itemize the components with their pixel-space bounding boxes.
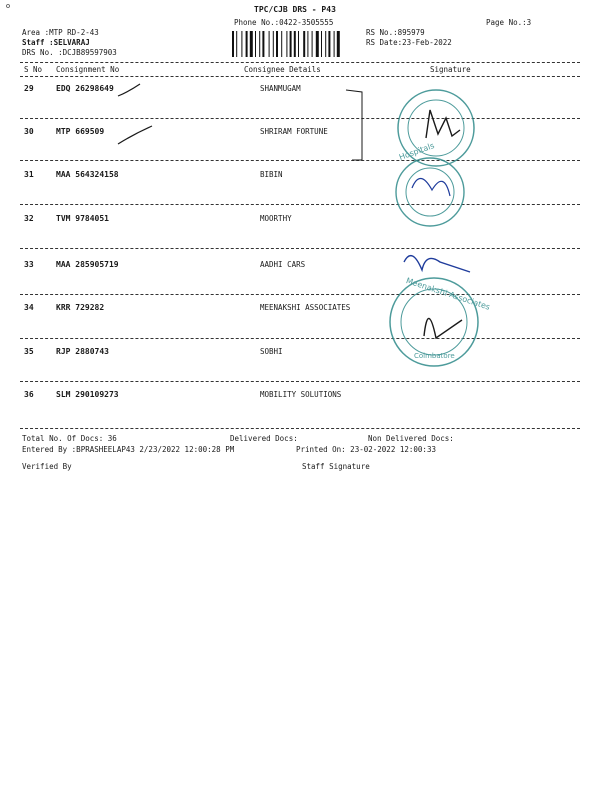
consignee-name: SHANMUGAM	[260, 84, 301, 93]
consignee-name: MEENAKSHI ASSOCIATES	[260, 303, 351, 312]
col-sno: S No	[24, 65, 43, 74]
col-signature: Signature	[430, 65, 471, 74]
consignment-number: RJP 2880743	[56, 347, 109, 356]
consignee-name: MOORTHY	[260, 214, 292, 223]
delivered-docs: Delivered Docs:	[230, 434, 298, 443]
consignee-name: SHRIRAM FORTUNE	[260, 127, 328, 136]
page-number: Page No.:3	[486, 18, 532, 27]
hospital-stamp	[396, 90, 474, 226]
meenakshi-stamp	[390, 276, 491, 366]
consignment-number: KRR 729282	[56, 303, 105, 312]
drs-number: DRS No. :DCJB89597903	[22, 48, 117, 57]
consignment-number: TVM 9784051	[56, 214, 109, 223]
non-delivered-docs: Non Delivered Docs:	[368, 434, 454, 443]
handwritten-text: Hospitals	[486, 193, 543, 217]
handwritten-text: Thr 98948 56977	[399, 225, 522, 248]
staff-signature-label: Staff Signature	[302, 462, 370, 471]
consignee-name: BIBIN	[260, 170, 283, 179]
report-title: TPC/CJB DRS - P43	[254, 5, 336, 14]
handwritten-text: For	[351, 330, 377, 350]
stamp-city-text: Coimbatore	[414, 352, 455, 360]
handwritten-text: 8122393720	[423, 414, 507, 432]
tick-mark	[118, 84, 140, 96]
consignment-number: MAA 285905719	[56, 260, 119, 269]
consignee-name: SOBHI	[260, 347, 283, 356]
row-number: 33	[24, 260, 34, 269]
rs-number: RS No.:895979	[366, 28, 425, 37]
stamp-ring-text: Meenakshi Associates	[404, 276, 492, 312]
row-number: 32	[24, 214, 34, 223]
handwritten-text: 8220945265	[477, 275, 568, 298]
area-field: Area :MTP RD-2-43	[22, 28, 99, 37]
consignment-number: MAA 564324158	[56, 170, 119, 179]
row-number: 30	[24, 127, 34, 136]
staff-field: Staff :SELVARAJ	[22, 38, 90, 47]
total-docs: Total No. Of Docs: 36	[22, 434, 117, 443]
entered-by: Entered By :BPRASHEELAP43 2/23/2022 12:00:28 PM	[22, 445, 235, 454]
rs-date: RS Date:23-Feb-2022	[366, 38, 452, 47]
col-consignee: Consignee Details	[244, 65, 321, 74]
consignee-name: MOBILITY SOLUTIONS	[260, 390, 342, 399]
stamp-ring-text: Hospitals	[397, 141, 436, 163]
printed-on: Printed On: 23-02-2022 12:00:33	[296, 445, 436, 454]
row-number: 36	[24, 390, 34, 399]
consignee-name: AADHI CARS	[260, 260, 306, 269]
handwritten-text: Rajesh	[346, 202, 392, 222]
consignment-number: SLM 290109273	[56, 390, 119, 399]
row-number: 35	[24, 347, 34, 356]
consignment-number: MTP 669509	[56, 127, 105, 136]
tick-mark	[118, 126, 152, 144]
handwritten-text: 8122 63 79963469	[355, 361, 490, 382]
col-consignment: Consignment No	[56, 65, 120, 74]
verified-by: Verified By	[22, 462, 72, 471]
signature-scribble	[424, 318, 462, 338]
consignment-number: EDQ 26298649	[56, 84, 114, 93]
handwritten-text: Surest	[476, 175, 520, 196]
corner-mark	[7, 5, 10, 8]
signature-scribble	[404, 256, 470, 272]
row-number: 34	[24, 303, 34, 312]
bracket-mark	[346, 90, 362, 160]
signature-scribble	[412, 178, 450, 196]
signature-scribble	[426, 110, 460, 138]
handwritten-text: Dr.Bhe...	[330, 167, 397, 194]
phone-number: Phone No.:0422-3505555	[234, 18, 334, 27]
handwritten-text: B.A.Sekar B.Sc	[401, 395, 491, 413]
row-number: 31	[24, 170, 34, 179]
row-number: 29	[24, 84, 34, 93]
